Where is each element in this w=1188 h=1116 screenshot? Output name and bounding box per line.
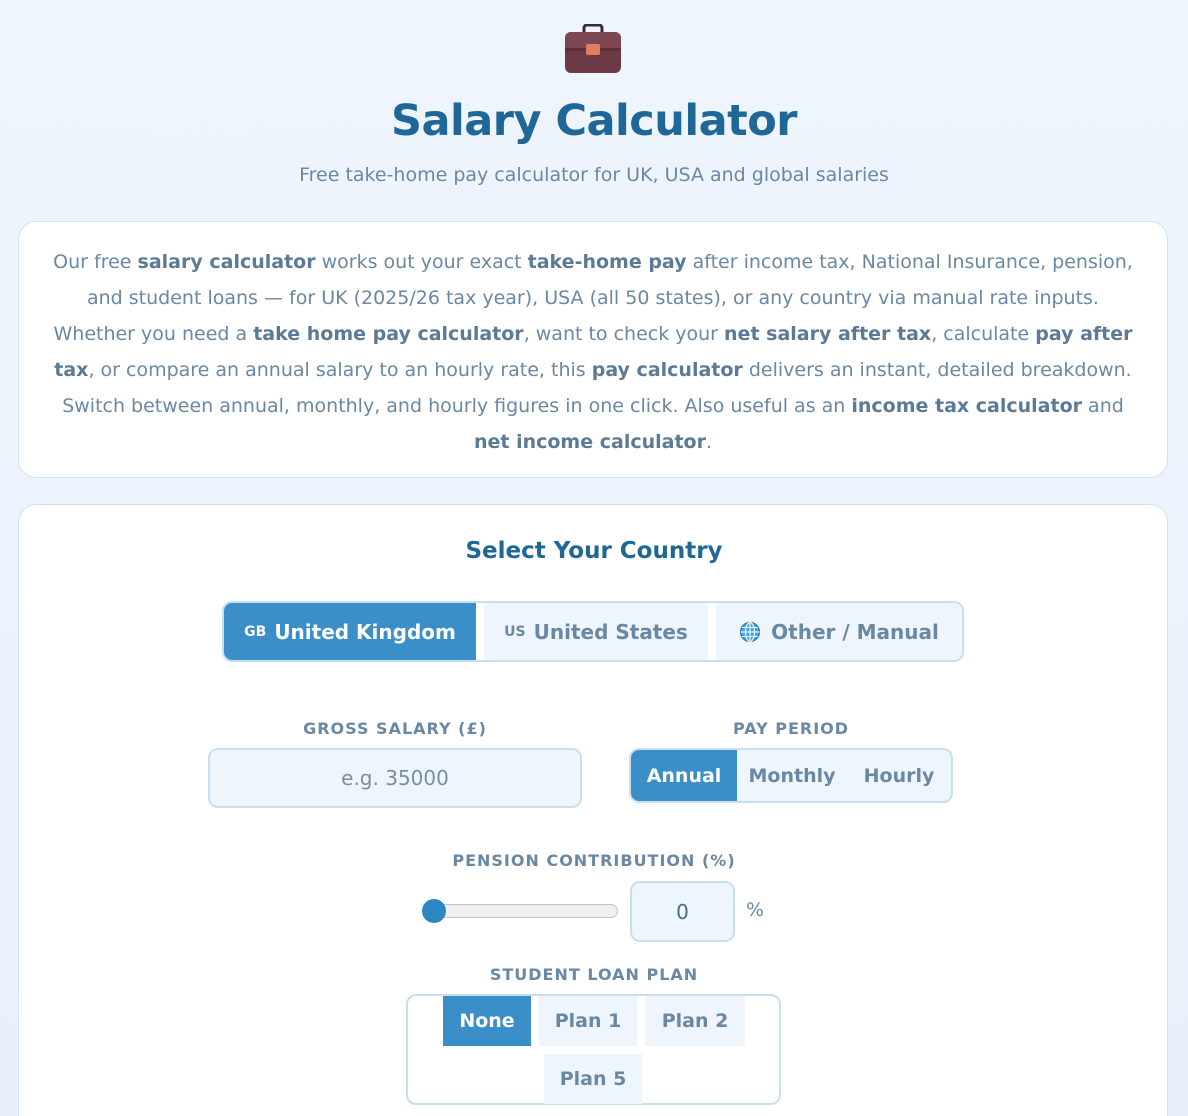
pay-period-hourly[interactable]: Hourly <box>847 750 951 801</box>
intro-keyword: salary calculator <box>137 251 316 273</box>
pay-period-selector <box>629 748 953 803</box>
us-flag-icon: US <box>504 623 526 640</box>
intro-keyword: net salary after tax <box>724 323 932 345</box>
intro-keyword: pay calculator <box>591 359 743 381</box>
intro-text-segment: works out your exact <box>315 251 528 273</box>
pay-period-label: PAY PERIOD <box>732 719 850 738</box>
globe-icon <box>739 621 761 643</box>
pay-period-annual[interactable]: Annual <box>631 750 737 801</box>
intro-keyword: income tax calculator <box>851 395 1083 417</box>
pension-label: PENSION CONTRIBUTION (%) <box>452 851 736 870</box>
loan-option-none[interactable]: None <box>443 996 531 1046</box>
country-option-label: Other / Manual <box>771 619 939 644</box>
gross-salary-input[interactable] <box>208 748 582 808</box>
country-option-uk[interactable] <box>224 603 476 660</box>
student-loan-label: STUDENT LOAN PLAN <box>489 965 699 984</box>
intro-text-segment: Our free <box>53 251 138 273</box>
intro-card <box>18 221 1168 478</box>
intro-text <box>53 244 1133 460</box>
intro-keyword: take home pay calculator <box>253 323 524 345</box>
pension-input[interactable] <box>630 881 735 942</box>
country-option-label: United States <box>533 619 688 644</box>
briefcase-icon <box>564 24 622 74</box>
country-section-title: Select Your Country <box>465 538 723 564</box>
intro-keyword: take-home pay <box>527 251 687 273</box>
intro-text-segment: , want to check your <box>523 323 725 345</box>
pay-period-monthly[interactable]: Monthly <box>737 750 847 801</box>
intro-keyword: net income calculator <box>473 431 706 453</box>
loan-option-plan-1[interactable]: Plan 1 <box>539 996 637 1046</box>
country-selector <box>222 601 964 662</box>
page-subtitle: Free take-home pay calculator for UK, USA and global salaries <box>299 164 889 186</box>
pension-slider-track[interactable] <box>424 904 618 918</box>
country-option-label: United Kingdom <box>274 619 456 644</box>
student-loan-selector <box>406 994 781 1105</box>
gb-flag-icon: GB <box>244 623 267 640</box>
country-option-us[interactable] <box>484 603 708 660</box>
gross-salary-label: GROSS SALARY (£) <box>303 719 487 738</box>
intro-keyword: pay after tax <box>54 323 1133 381</box>
intro-text-segment: after income tax, National Insurance, pension, and student loans — for UK (2025/26 tax year), USA (all 50 states), or any country via manual rate inputs. Whether you need a <box>53 251 1133 345</box>
intro-text-segment: , or compare an annual salary to an hourly rate, this <box>88 359 592 381</box>
pension-slider-handle[interactable] <box>422 899 446 923</box>
page-title: Salary Calculator <box>391 96 797 146</box>
intro-text-segment: and <box>1082 395 1124 417</box>
intro-text-segment: , calculate <box>931 323 1036 345</box>
loan-option-plan-2[interactable]: Plan 2 <box>645 996 745 1046</box>
country-option-other[interactable] <box>716 603 962 660</box>
intro-text-segment: delivers an instant, detailed breakdown. Switch between annual, monthly, and hourly figures in one click. Also useful as an <box>62 359 1132 417</box>
pension-unit: % <box>746 899 765 921</box>
loan-option-plan-5[interactable]: Plan 5 <box>544 1054 642 1104</box>
intro-text-segment: . <box>705 431 713 453</box>
